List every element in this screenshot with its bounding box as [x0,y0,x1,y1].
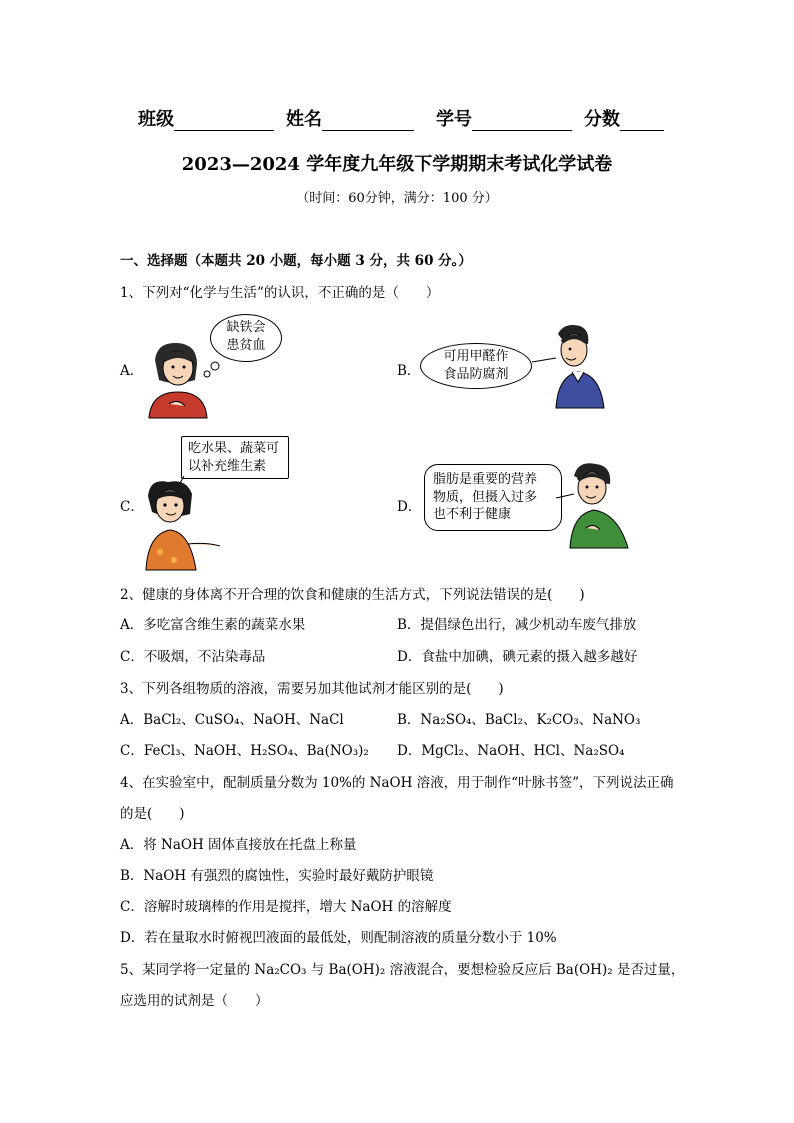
thought-dots-a [202,360,222,380]
q1-d-speech-bubble [424,464,562,531]
name-label: 姓名 [286,109,322,130]
q1-option-c-label[interactable]: C． [120,499,144,515]
q3-option-d[interactable]: D．MgCl₂、NaOH、HCl、Na₂SO₄ [397,743,625,759]
student-info-header [138,105,664,131]
q3-option-b[interactable]: B．Na₂SO₄、BaCl₂、K₂CO₃、NaNO₃ [397,712,641,728]
q3-option-a[interactable]: A．BaCl₂、CuSO₄、NaOH、NaCl [120,712,344,728]
boy-illustration-b [528,320,608,410]
q1-b-speech-bubble [420,343,532,389]
q1-option-a-label[interactable]: A． [120,363,144,379]
q2-option-a[interactable]: A．多吃富含维生素的蔬菜水果 [120,617,306,633]
q1-a-bubble-line-1: 缺铁会 [226,320,266,335]
q2-option-c[interactable]: C．不吸烟，不沾染毒品 [120,649,266,665]
exam-title: 2023—2024 学年度九年级下学期期末考试化学试卷 [181,154,613,175]
q2-option-b[interactable]: B．提倡绿色出行，减少机动车废气排放 [397,617,637,633]
q1-c-bubble-line-1: 吃水果、蔬菜可 [188,441,280,456]
q1-b-bubble-line-1: 可用甲醛作 [443,349,509,364]
q1-b-bubble-line-2: 食品防腐剂 [443,366,509,382]
q1-d-bubble-line-3: 也不利于健康 [433,507,512,523]
q1-d-bubble-line-1: 脂肪是重要的营养 [433,472,538,487]
q1-d-bubble-line-2: 物质，但摄入过多 [433,489,538,505]
section-heading: 一、选择题（本题共 20 小题，每小题 3 分，共 60 分。） [120,253,472,269]
q2-option-d[interactable]: D．食盐中加碘，碘元素的摄入越多越好 [397,649,638,665]
score-label: 分数 [584,109,620,130]
q4-option-b[interactable]: B．NaOH 有强烈的腐蚀性，实验时最好戴防护眼镜 [120,868,434,884]
q3-option-c[interactable]: C．FeCl₃、NaOH、H₂SO₄、Ba(NO₃)₂ [120,743,369,759]
girl-illustration-c [140,472,230,572]
student-id-blank[interactable] [472,110,572,131]
q1-c-bubble-line-2: 以补充维生素 [188,458,267,474]
q5-stem-line-1: 5、某同学将一定量的 Na₂CO₃ 与 Ba(OH)₂ 溶液混合，要想检验反应后 Ba(OH)₂ 是否过量， [120,962,685,978]
q4-stem-line-2: 的是( ) [120,806,185,822]
q4-option-d[interactable]: D．若在量取水时俯视凹液面的最低处，则配制溶液的质量分数小于 10% [120,930,557,946]
q1-option-d-label[interactable]: D． [397,499,422,515]
q4-option-a[interactable]: A．将 NaOH 固体直接放在托盘上称量 [120,837,357,853]
q1-stem: 1、下列对“化学与生活”的认识，不正确的是（ ） [120,285,440,301]
girl-illustration-a [145,340,210,420]
class-label: 班级 [138,109,174,130]
q1-a-bubble-line-2: 患贫血 [226,337,266,353]
q5-stem-line-2: 应选用的试剂是（ ） [120,993,269,1009]
class-blank[interactable] [174,110,274,131]
score-blank[interactable] [620,110,664,131]
q4-option-c[interactable]: C．溶解时玻璃棒的作用是搅拌，增大 NaOH 的溶解度 [120,899,452,915]
name-blank[interactable] [322,110,414,131]
boy-illustration-d [556,458,636,550]
q4-stem-line-1: 4、在实验室中，配制质量分数为 10%的 NaOH 溶液，用于制作“叶脉书签”，下列说法正确 [120,775,674,791]
exam-subtitle: （时间：60分钟，满分：100 分） [296,191,498,206]
student-id-label: 学号 [436,109,472,130]
q1-option-b-label[interactable]: B． [397,363,421,379]
q3-stem: 3、下列各组物质的溶液，需要另加其他试剂才能区别的是( ) [120,681,504,697]
q2-stem: 2、健康的身体离不开合理的饮食和健康的生活方式，下列说法错误的是( ) [120,587,585,603]
q1-a-speech-bubble [210,314,282,362]
